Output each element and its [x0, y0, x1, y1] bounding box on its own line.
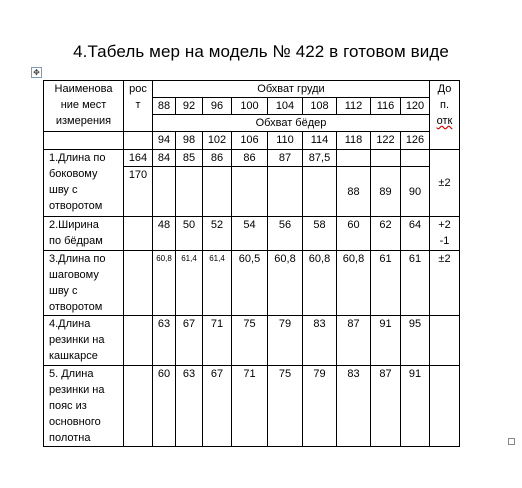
- table-row: 5. Длина резинки на пояс из основного полотна 60 63 67 71 75 79 83 87 91: [44, 366, 460, 447]
- rost-value: 170: [124, 167, 153, 217]
- table-row: 4.Длина резинки на кашкарсе 63 67 71 75 79 83 87 91 95: [44, 316, 460, 366]
- chest-size: 116: [371, 98, 401, 115]
- chest-size: 108: [303, 98, 337, 115]
- header-chest-label: Обхват груди: [153, 81, 430, 98]
- hip-size: 114: [303, 132, 337, 150]
- hip-size: 110: [268, 132, 303, 150]
- hip-size: 126: [401, 132, 430, 150]
- hip-size: 106: [232, 132, 268, 150]
- chest-size: 120: [401, 98, 430, 115]
- table-move-handle-icon[interactable]: ✥: [31, 67, 42, 78]
- header-rost-cell: рос т: [124, 81, 153, 132]
- hip-size: 118: [337, 132, 371, 150]
- table-resize-handle-icon[interactable]: [508, 438, 515, 445]
- header-name-cell: Наименова ние мест измерения: [44, 81, 124, 132]
- tolerance-value: +2 -1: [430, 217, 460, 251]
- hip-size: 94: [153, 132, 176, 150]
- table-row: 1.Длина по боковому шву с отворотом 164 84 85 86 86 87 87,5 ±2: [44, 150, 460, 167]
- chest-size: 100: [232, 98, 268, 115]
- tolerance-value: [430, 366, 460, 447]
- row-label: 3.Длина по шаговому шву с отворотом: [44, 251, 124, 316]
- rost-value: 164: [124, 150, 153, 167]
- tolerance-value: ±2: [430, 251, 460, 316]
- document-title: 4.Табель мер на модель № 422 в готовом виде: [73, 42, 449, 61]
- measurements-table: [43, 80, 460, 447]
- hip-size: 102: [203, 132, 232, 150]
- tolerance-value: ±2: [430, 150, 460, 217]
- table-row: 3.Длина по шаговому шву с отворотом 60,8 61,4 61,4 60,5 60,8 60,8 60,8 61 61 ±2: [44, 251, 460, 316]
- chest-size: 104: [268, 98, 303, 115]
- chest-size: 92: [176, 98, 203, 115]
- table-row: 170 88 89 90: [44, 167, 460, 217]
- header-tolerance-cell: До п. отк: [430, 81, 460, 150]
- row-label: 1.Длина по боковому шву с отворотом: [44, 150, 124, 217]
- header-hip-label: Обхват бёдер: [153, 115, 430, 132]
- hip-size: 98: [176, 132, 203, 150]
- tolerance-value: [430, 316, 460, 366]
- chest-size: 88: [153, 98, 176, 115]
- row-label: 2.Ширина по бёдрам: [44, 217, 124, 251]
- table-row: 2.Ширина по бёдрам 48 50 52 54 56 58 60 62 64 +2 -1: [44, 217, 460, 251]
- chest-size: 96: [203, 98, 232, 115]
- hip-sizes-row: [44, 132, 460, 150]
- row-label: 4.Длина резинки на кашкарсе: [44, 316, 124, 366]
- row-label: 5. Длина резинки на пояс из основного полотна: [44, 366, 124, 447]
- hip-size: 122: [371, 132, 401, 150]
- chest-size: 112: [337, 98, 371, 115]
